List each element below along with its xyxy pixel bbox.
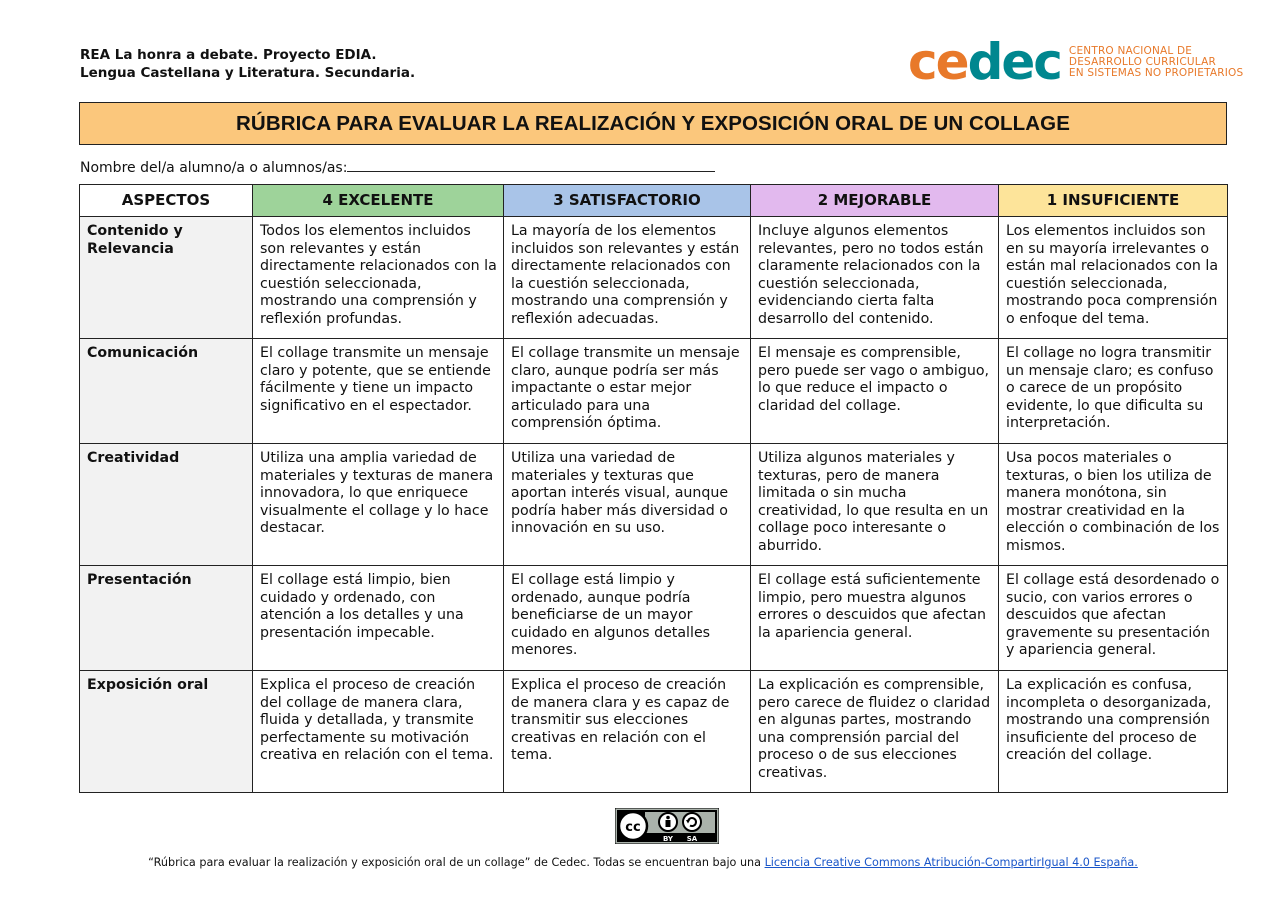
by-label: BY xyxy=(662,835,674,843)
student-name-blank xyxy=(347,157,715,172)
rubric-cell: Explica el proceso de creación del collage de manera clara, fluida y detallada, y transmite perfectamente su motivación creativa en relación con el tema. xyxy=(253,671,504,793)
rubric-cell: Utiliza una variedad de materiales y texturas que aportan interés visual, aunque podría haber más diversidad o innovación en su uso. xyxy=(504,444,751,566)
rubric-cell: La explicación es confusa, incompleta o desorganizada, mostrando una comprensión insuficiente del proceso de creación del collage. xyxy=(999,671,1228,793)
rubric-cell: El collage está suficientemente limpio, pero muestra algunos errores o descuidos que afectan la apariencia general. xyxy=(751,566,999,671)
license-footer xyxy=(0,856,1286,869)
rubric-cell: El collage está limpio, bien cuidado y ordenado, con atención a los detalles y una presentación impecable. xyxy=(253,566,504,671)
rubric-cell: Todos los elementos incluidos son relevantes y están directamente relacionados con la cuestión seleccionada, mostrando una comprensión y reflexión profundas. xyxy=(253,217,504,339)
table-row xyxy=(80,217,1228,339)
cc-label: cc xyxy=(625,820,641,835)
license-link[interactable]: Licencia Creative Commons Atribución-CompartirIgual 4.0 España. xyxy=(764,856,1138,869)
table-row xyxy=(80,444,1228,566)
cedec-logo xyxy=(908,33,1244,91)
footer-attribution: “Rúbrica para evaluar la realización y exposición oral de un collage” de Cedec. Todas se encuentran bajo una xyxy=(148,856,765,869)
rubric-table xyxy=(79,184,1228,793)
table-row xyxy=(80,566,1228,671)
rubric-cell: El mensaje es comprensible, pero puede ser vago o ambiguo, lo que reduce el impacto o claridad del collage. xyxy=(751,339,999,444)
cc-by-sa-badge-icon[interactable] xyxy=(615,808,719,844)
header-satisfactorio: 3 SATISFACTORIO xyxy=(504,185,751,217)
rubric-title: RÚBRICA PARA EVALUAR LA REALIZACIÓN Y EXPOSICIÓN ORAL DE UN COLLAGE xyxy=(79,102,1227,145)
rubric-cell: El collage no logra transmitir un mensaje claro; es confuso o carece de un propósito evidente, lo que dificulta su interpretación. xyxy=(999,339,1228,444)
header-insuficiente: 1 INSUFICIENTE xyxy=(999,185,1228,217)
header-mejorable: 2 MEJORABLE xyxy=(751,185,999,217)
sa-label: SA xyxy=(686,835,698,843)
logo-wordmark xyxy=(908,33,1061,91)
table-row xyxy=(80,339,1228,444)
rubric-cell: Utiliza algunos materiales y texturas, pero de manera limitada o sin mucha creatividad, lo que resulta en un collage poco interesante o aburrido. xyxy=(751,444,999,566)
rubric-cell: El collage está desordenado o sucio, con varios errores o descuidos que afectan gravemente su presentación y apariencia general. xyxy=(999,566,1228,671)
logo-subtitle-line-3: EN SISTEMAS NO PROPIETARIOS xyxy=(1068,66,1244,79)
header-line-2: Lengua Castellana y Literatura. Secundaria. xyxy=(80,65,416,81)
logo-word-dec: dec xyxy=(967,33,1061,91)
rubric-cell: Utiliza una amplia variedad de materiales y texturas de manera innovadora, lo que enriquece visualmente el collage y lo hace destacar. xyxy=(253,444,504,566)
rubric-cell: Los elementos incluidos son en su mayoría irrelevantes o están mal relacionados con la cuestión seleccionada, mostrando poca comprensión o enfoque del tema. xyxy=(999,217,1228,339)
logo-subtitle-line-2: DESARROLLO CURRICULAR xyxy=(1068,55,1216,68)
logo-subtitle xyxy=(1069,46,1243,79)
header-aspectos: ASPECTOS xyxy=(80,185,253,217)
rubric-cell: La explicación es comprensible, pero carece de fluidez o claridad en algunas partes, mostrando una comprensión parcial del proceso o de sus elecciones creativas. xyxy=(751,671,999,793)
aspect-cell: Exposición oral xyxy=(80,671,253,793)
rubric-cell: Explica el proceso de creación de manera clara y es capaz de transmitir sus elecciones creativas en relación con el tema. xyxy=(504,671,751,793)
rubric-cell: La mayoría de los elementos incluidos son relevantes y están directamente relacionados con la cuestión seleccionada, mostrando una comprensión y reflexión adecuadas. xyxy=(504,217,751,339)
student-name-field xyxy=(80,157,715,176)
student-name-label: Nombre del/a alumno/a o alumnos/as: xyxy=(80,160,348,176)
rubric-cell: El collage transmite un mensaje claro, aunque podría ser más impactante o estar mejor articulado para una comprensión óptima. xyxy=(504,339,751,444)
rubric-cell: Incluye algunos elementos relevantes, pero no todos están claramente relacionados con la cuestión seleccionada, evidenciando cierta falta desarrollo del contenido. xyxy=(751,217,999,339)
header-line-1: REA La honra a debate. Proyecto EDIA. xyxy=(80,47,377,63)
rubric-cell: El collage está limpio y ordenado, aunque podría beneficiarse de un mayor cuidado en algunos detalles menores. xyxy=(504,566,751,671)
document-header xyxy=(80,46,415,82)
rubric-cell: El collage transmite un mensaje claro y potente, que se entiende fácilmente y tiene un impacto significativo en el espectador. xyxy=(253,339,504,444)
logo-subtitle-line-1: CENTRO NACIONAL DE xyxy=(1068,44,1193,57)
aspect-cell: Comunicación xyxy=(80,339,253,444)
table-header-row xyxy=(80,185,1228,217)
table-row xyxy=(80,671,1228,793)
rubric-cell: Usa pocos materiales o texturas, o bien los utiliza de manera monótona, sin mostrar creatividad en la elección o combinación de los mismos. xyxy=(999,444,1228,566)
header-excelente: 4 EXCELENTE xyxy=(253,185,504,217)
logo-word-ce: ce xyxy=(908,33,968,91)
aspect-cell: Creatividad xyxy=(80,444,253,566)
aspect-cell: Contenido y Relevancia xyxy=(80,217,253,339)
aspect-cell: Presentación xyxy=(80,566,253,671)
